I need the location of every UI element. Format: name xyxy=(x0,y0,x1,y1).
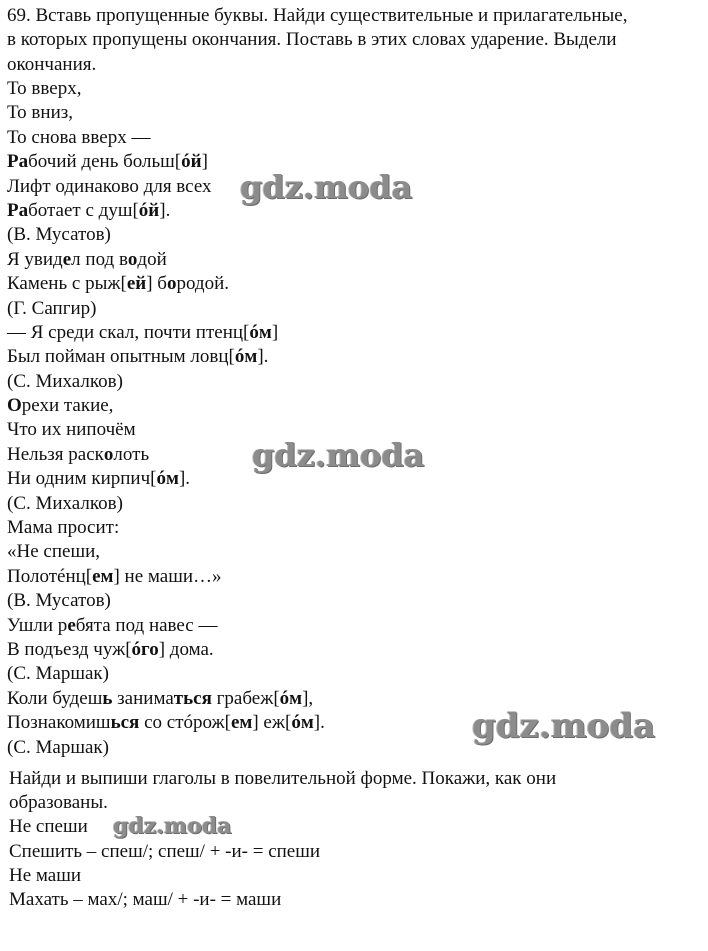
author: (С. Маршак) xyxy=(7,736,109,758)
task-verbs xyxy=(9,767,705,912)
ending: ем xyxy=(92,565,114,587)
text: грабеж[ xyxy=(211,687,280,709)
ending: óм xyxy=(156,468,179,490)
ending: ей xyxy=(126,273,147,295)
watermark: gdz.moda xyxy=(240,168,413,206)
text: ] xyxy=(201,151,208,173)
answer-line: Не спеши xyxy=(9,816,88,838)
bold-letter: ь xyxy=(102,687,113,709)
text: л под в xyxy=(71,248,128,270)
text: ]. xyxy=(313,712,325,734)
text: Полотéнц[ xyxy=(7,565,93,587)
poem-line: Что их нипочём xyxy=(7,419,136,441)
ending: óй xyxy=(138,199,160,221)
bold-letter: е xyxy=(62,248,72,270)
text: ]. xyxy=(178,468,191,490)
poem-line xyxy=(7,394,697,418)
task-question-line: Найди и выпиши глаголы в повелительной форме. Покажи, как они xyxy=(9,768,557,789)
text: бята под навес — xyxy=(75,614,218,636)
author: (С. Михалков) xyxy=(7,492,123,514)
text: Нельзя раск xyxy=(7,443,104,465)
bold-letter: О xyxy=(7,395,22,417)
poem-line xyxy=(7,614,697,638)
bold-letter: Р xyxy=(7,151,19,173)
text: ] б xyxy=(146,273,167,295)
text: Познакомиш xyxy=(7,712,111,734)
watermark: gdz.moda xyxy=(113,813,232,839)
poem-line xyxy=(7,272,697,296)
text: Камень с рыж[ xyxy=(7,273,127,295)
text: дой xyxy=(137,248,167,270)
author: (С. Михалков) xyxy=(7,370,123,392)
text: ботает с душ[ xyxy=(28,199,139,221)
poem-line: То снова вверх — xyxy=(7,126,151,148)
answer-line: Не маши xyxy=(9,864,82,886)
text: Я увид xyxy=(7,248,63,270)
task-69-instructions xyxy=(7,4,703,77)
watermark: gdz.moda xyxy=(472,706,656,746)
bold-letter: Р xyxy=(7,199,19,221)
task-text-line: окончания. xyxy=(7,53,97,75)
author: (Г. Сапгир) xyxy=(7,297,97,319)
bold-letter: ься xyxy=(110,712,140,734)
poem-line: Лифт одинаково для всех xyxy=(7,175,212,197)
text: ]. xyxy=(257,346,269,368)
bold-letter: а xyxy=(18,199,29,221)
text: бочий день больш[ xyxy=(28,151,182,173)
answer-line: Спешить – спеш/; спеш/ + -и- = спеши xyxy=(9,840,321,862)
answer-line: Махать – мах/; маш/ + -и- = маши xyxy=(9,888,282,910)
ending: óм xyxy=(291,712,314,734)
ending: óм xyxy=(279,687,303,709)
text: родой. xyxy=(176,273,229,295)
text: — Я среди скал, почти птенц[ xyxy=(7,321,250,343)
task-question-line: образованы. xyxy=(9,792,108,814)
ending: óго xyxy=(131,638,159,660)
task-text-line: 69. Вставь пропущенные буквы. Найди существительные и прилагательные, xyxy=(7,5,628,26)
bold-letter: е xyxy=(67,614,76,636)
text: В подъезд чуж[ xyxy=(7,638,132,660)
text: ], xyxy=(302,687,314,709)
text: ] не маши…» xyxy=(113,565,222,587)
bold-letter: о xyxy=(127,248,138,270)
text: Ни одним кирпич[ xyxy=(7,468,157,490)
ending: óм xyxy=(249,321,272,343)
poem-line xyxy=(7,248,697,272)
task-text-line: в которых пропущены окончания. Поставь в этих словах ударение. Выдели xyxy=(7,29,617,51)
poem-line: То вниз, xyxy=(7,102,73,124)
poem-line xyxy=(7,565,697,589)
poem-line: «Не спеши, xyxy=(7,541,100,563)
author: (С. Маршак) xyxy=(7,663,109,685)
text: ]. xyxy=(159,199,171,221)
bold-letter: о xyxy=(103,443,114,465)
author: (В. Мусатов) xyxy=(7,590,111,612)
text: ] дома. xyxy=(158,638,214,660)
bold-letter: а xyxy=(18,151,29,173)
text: занима xyxy=(112,687,174,709)
text: со стóрож[ xyxy=(139,712,231,734)
ending: óй xyxy=(181,151,202,173)
text: Ушли р xyxy=(7,614,68,636)
poem-line: Мама просит: xyxy=(7,517,120,539)
text: ] еж[ xyxy=(252,712,292,734)
bold-letter: о xyxy=(166,273,177,295)
watermark: gdz.moda xyxy=(252,436,425,474)
poem-line: То вверх, xyxy=(7,78,82,99)
text: Был пойман опытным ловц[ xyxy=(7,346,235,368)
poem-line xyxy=(7,345,697,369)
ending: ем xyxy=(230,712,253,734)
text: Коли будеш xyxy=(7,687,103,709)
text: ] xyxy=(271,321,279,343)
ending: óм xyxy=(234,346,258,368)
bold-letter: ться xyxy=(173,687,212,709)
author: (В. Мусатов) xyxy=(7,224,111,246)
poem-line xyxy=(7,321,697,345)
text: лоть xyxy=(113,443,150,465)
poem-line xyxy=(7,638,697,662)
text: рехи такие, xyxy=(21,395,114,417)
